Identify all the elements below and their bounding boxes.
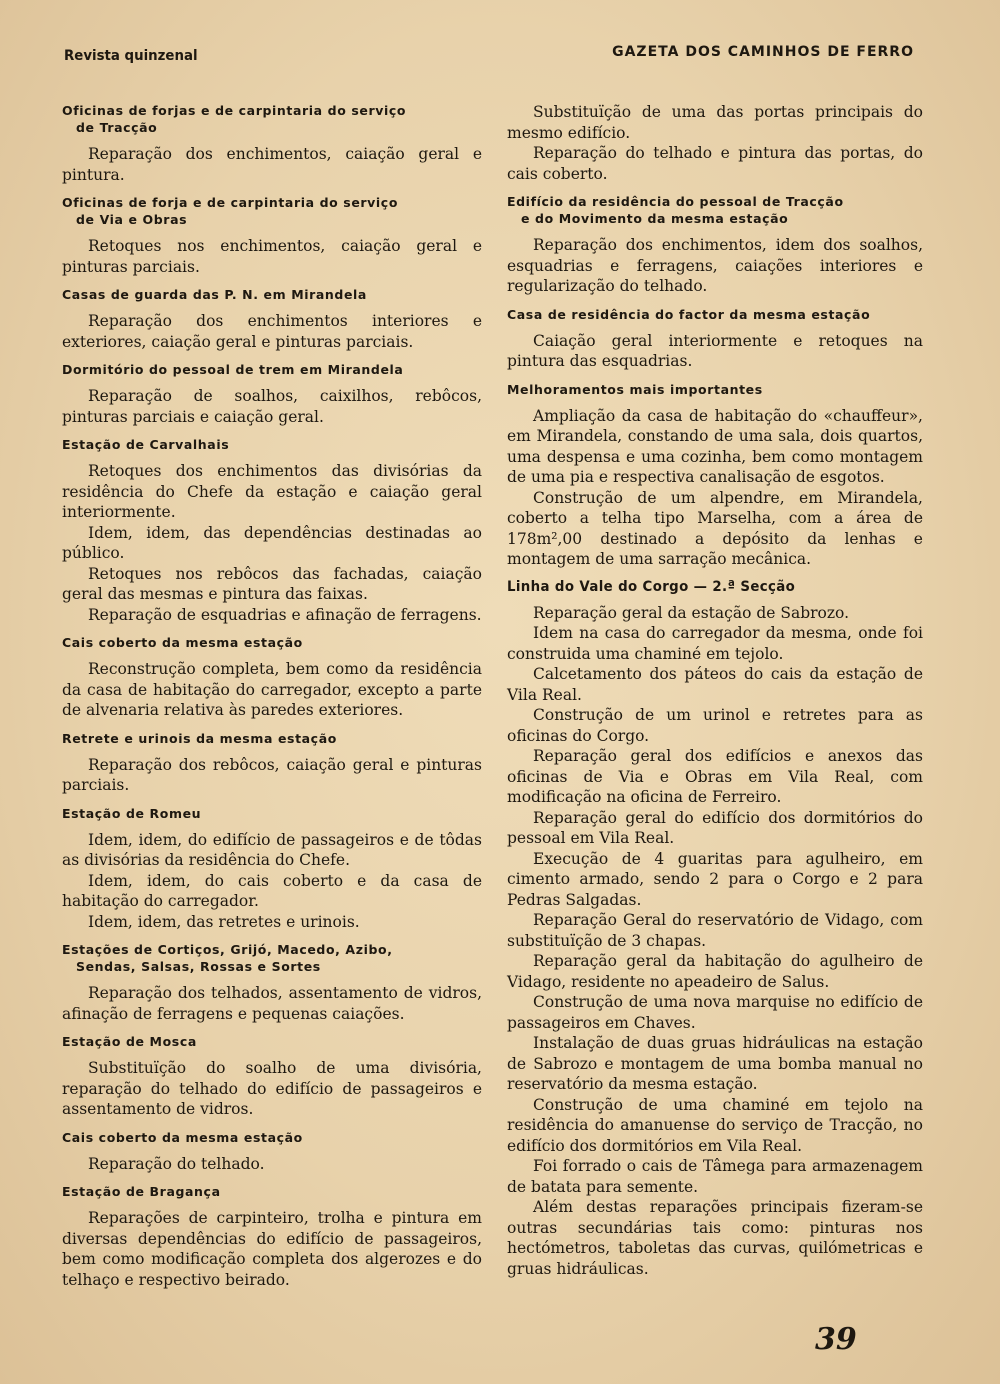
paragraph: Idem, idem, das retretes e urinois.	[88, 912, 360, 931]
paragraph: Substituïção do soalho de uma divisória, reparação do telhado do edifício de passageiros e assentamento de vidros.	[62, 1059, 482, 1118]
paragraph: Reparação dos rebôcos, caiação geral e pinturas parciais.	[62, 755, 482, 794]
heading-line: Estação de Bragança	[62, 1184, 221, 1199]
page-number: 39	[815, 1322, 857, 1357]
paragraph: Construção de uma chaminé em tejolo na residência do amanuense do serviço de Tracção, no edifício dos dormitórios em Vila Real.	[507, 1095, 923, 1155]
paragraph: Reparação de soalhos, caixilhos, rebôcos, pinturas parciais e caiação geral.	[62, 387, 482, 426]
section	[62, 436, 482, 625]
paragraph: Construção de um urinol e retretes para as oficinas do Corgo.	[507, 706, 923, 745]
paragraph: Reparação dos telhados, assentamento de vidros, afinação de ferragens e pequenas caiações.	[62, 984, 482, 1023]
section-heading	[507, 381, 923, 398]
heading-line: Dormitório do pessoal de trem em Mirandela	[62, 362, 404, 377]
paragraph: Construção de uma nova marquise no edifício de passageiros em Chaves.	[507, 993, 923, 1032]
section	[507, 102, 923, 184]
section-heading	[62, 436, 482, 453]
section-heading	[507, 193, 923, 227]
heading-line: Estações de Cortiços, Grijó, Macedo, Azibo,	[62, 942, 393, 957]
section	[507, 193, 923, 297]
heading-line: Cais coberto da mesma estação	[62, 1129, 303, 1145]
section-heading	[62, 361, 482, 378]
section	[62, 730, 482, 796]
paragraph: Reparação do telhado.	[88, 1154, 265, 1173]
heading-line: Edifício da residência do pessoal de Tracção	[507, 194, 844, 209]
paragraph: Idem, idem, do edifício de passageiros e de tôdas as divisórias da residência do Chefe.	[62, 830, 482, 869]
heading-line: Sendas, Salsas, Rossas e Sortes	[76, 959, 321, 974]
paragraph: Reparação geral da estação de Sabrozo.	[533, 603, 850, 622]
heading-line: Retrete e urinois da mesma estação	[62, 730, 337, 746]
heading-line: Estação de Mosca	[62, 1034, 197, 1049]
heading-line: Cais coberto da mesma estação	[62, 635, 303, 650]
header-right: GAZETA DOS CAMINHOS DE FERRO	[612, 44, 914, 60]
paragraph: Reparação geral do edifício dos dormitórios do pessoal em Vila Real.	[507, 808, 923, 847]
section	[507, 579, 923, 1280]
section-heading	[62, 634, 482, 651]
section-heading	[62, 1033, 482, 1050]
paragraph: Reparação dos enchimentos, caiação geral e pintura.	[62, 145, 482, 184]
section	[62, 1129, 482, 1175]
heading-line: e do Movimento da mesma estação	[521, 211, 789, 226]
paragraph: Idem, idem, do cais coberto e da casa de habitação do carregador.	[62, 871, 482, 910]
paragraph: Reparação geral da habitação do agulheiro de Vidago, residente no apeadeiro de Salus.	[507, 952, 923, 991]
paragraph: Foi forrado o cais de Tâmega para armazenagem de batata para semente.	[507, 1157, 923, 1196]
left-column	[62, 102, 482, 1290]
heading-line: Casa de residência do factor da mesma estação	[507, 306, 871, 322]
paragraph: Retoques nos enchimentos, caiação geral e pinturas parciais.	[62, 237, 482, 276]
paragraph: Reparação dos enchimentos interiores e exteriores, caiação geral e pinturas parciais.	[62, 312, 482, 351]
paragraph: Execução de 4 guaritas para agulheiro, em cimento armado, sendo 2 para o Corgo e 2 para Pedras Salgadas.	[507, 849, 923, 909]
section-heading	[62, 194, 482, 228]
paragraph: Reparação do telhado e pintura das portas, do cais coberto.	[507, 144, 923, 183]
paragraph: Reconstrução completa, bem como da residência da casa de habitação do carregador, excepto a parte de alvenaria relativa às paredes exteriores.	[62, 660, 482, 719]
section	[62, 805, 482, 933]
heading-line: Oficinas de forjas e de carpintaria do serviço	[62, 103, 407, 118]
heading-line: de Via e Obras	[76, 212, 188, 227]
paragraph: Reparação geral dos edifícios e anexos das oficinas de Via e Obras em Vila Real, com modificação na oficina de Ferreiro.	[507, 747, 923, 806]
paragraph: Retoques nos rebôcos das fachadas, caiação geral das mesmas e pintura das faixas.	[62, 564, 482, 603]
paragraph: Reparações de carpinteiro, trolha e pintura em diversas dependências do edifício de passageiros, bem como modificação completa dos algerozes e do telhaço e respectivo beirado.	[62, 1209, 482, 1289]
paragraph: Idem na casa do carregador da mesma, onde foi construida uma chaminé em tejolo.	[507, 624, 923, 663]
heading-line: Estação de Romeu	[62, 805, 202, 821]
section	[62, 941, 482, 1024]
heading-line: de Tracção	[76, 120, 158, 135]
heading-line: Oficinas de forja e de carpintaria do serviço	[62, 195, 399, 210]
section	[62, 194, 482, 277]
section-subtitle: Linha do Vale do Corgo — 2.ª Secção	[507, 578, 796, 595]
paragraph: Reparação dos enchimentos, idem dos soalhos, esquadrias e ferragens, caiações interiores e regularização do telhado.	[507, 236, 923, 295]
section	[62, 634, 482, 721]
section-heading	[62, 286, 482, 303]
paragraph: Além destas reparações principais fizeram-se outras secundárias tais como: pinturas nos hectómetros, taboletas das curvas, quilómetricas e gruas hidráulicas.	[507, 1198, 923, 1278]
section	[62, 361, 482, 427]
heading-line: Casas de guarda das P. N. em Mirandela	[62, 287, 367, 302]
section	[62, 1033, 482, 1120]
section	[62, 102, 482, 185]
section-heading	[62, 805, 482, 822]
paragraph: Idem, idem, das dependências destinadas ao público.	[62, 523, 482, 562]
paragraph: Retoques dos enchimentos das divisórias da residência do Chefe da estação e caiação geral interiormente.	[62, 462, 482, 521]
section	[62, 1183, 482, 1290]
paragraph: Substituïção de uma das portas principais do mesmo edifício.	[507, 103, 923, 142]
paragraph: Instalação de duas gruas hidráulicas na estação de Sabrozo e montagem de uma bomba manual no reservatório da mesma estação.	[507, 1034, 923, 1093]
section-heading	[62, 102, 482, 136]
paragraph: Caiação geral interiormente e retoques na pintura das esquadrias.	[507, 331, 923, 370]
section-heading	[62, 1183, 482, 1200]
paragraph: Construção de um alpendre, em Mirandela, coberto a telha tipo Marselha, com a área de 178m²,00 destinado a depósito da lenhas e montagem de uma sarração mecânica.	[507, 488, 923, 568]
section	[507, 381, 923, 570]
paragraph: Ampliação da casa de habitação do «chauffeur», em Mirandela, constando de uma sala, dois quartos, uma despensa e uma cozinha, bem como montagem de uma pia e respectiva canalisação de esgotos.	[507, 406, 923, 486]
paragraph: Calcetamento dos páteos do cais da estação de Vila Real.	[507, 665, 923, 704]
section	[62, 286, 482, 352]
heading-line: Melhoramentos mais importantes	[507, 381, 763, 397]
paragraph: Reparação de esquadrias e afinação de ferragens.	[88, 605, 482, 624]
section-heading	[507, 306, 923, 323]
right-column	[507, 102, 923, 1279]
paragraph: Reparação Geral do reservatório de Vidago, com substituïção de 3 chapas.	[507, 911, 923, 950]
section-heading	[62, 730, 482, 747]
header-left: Revista quinzenal	[64, 48, 198, 64]
section-heading	[62, 941, 482, 975]
section	[507, 306, 923, 372]
heading-line: Estação de Carvalhais	[62, 437, 230, 452]
section-heading	[62, 1129, 482, 1146]
